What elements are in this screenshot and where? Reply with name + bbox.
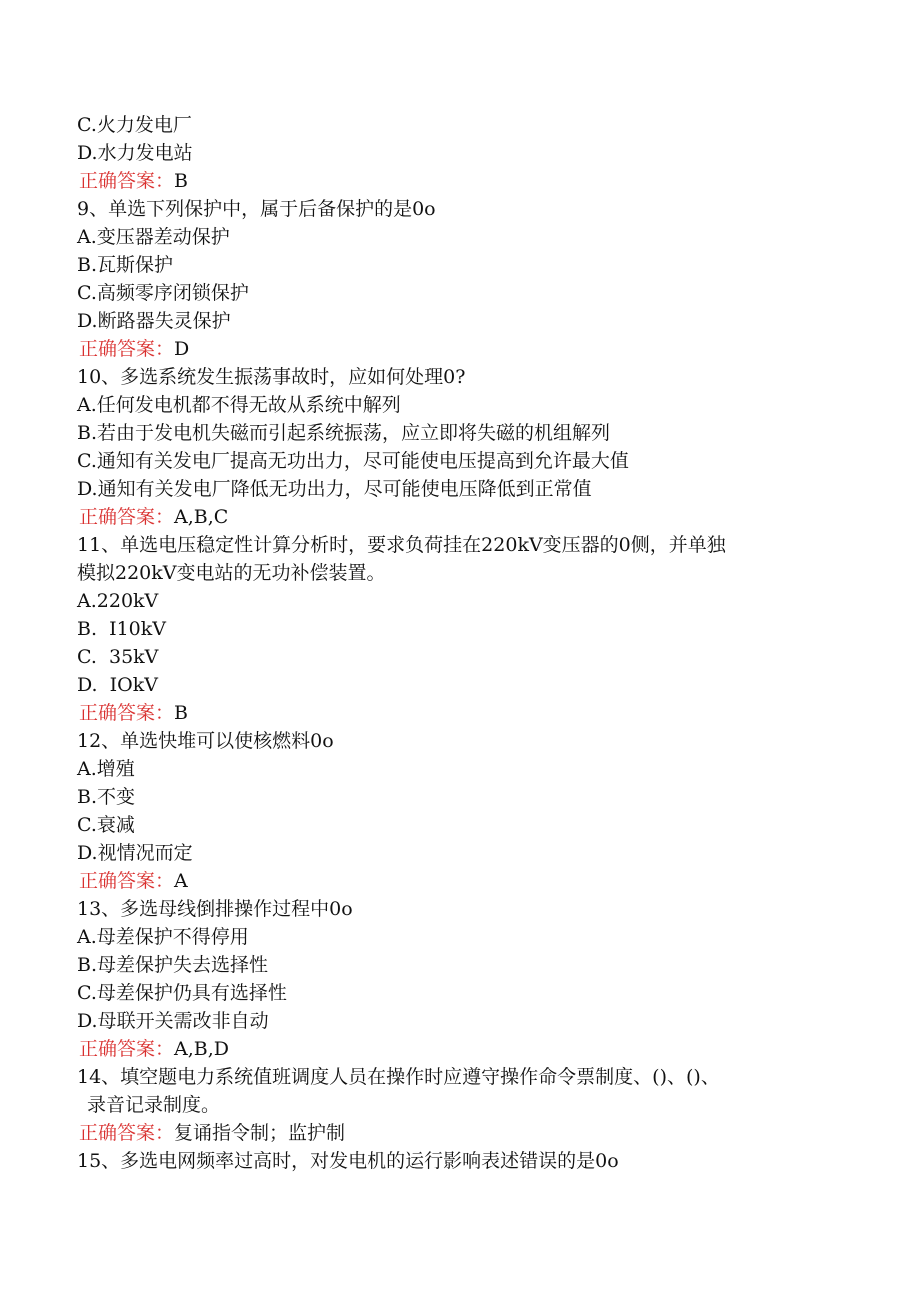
answer-q10: [77, 503, 837, 531]
option-d-q12: D.视情况而定: [77, 842, 193, 864]
option-a-q12: A.增殖: [77, 758, 135, 780]
question-stem-14: 14、填空题电力系统值班调度人员在操作时应遵守操作命令票制度、()、()、: [77, 1066, 720, 1088]
answer-value: A,B,C: [174, 506, 229, 528]
option-c-q8: C.火力发电厂: [77, 114, 192, 136]
option-c-q11: C. 35kV: [77, 646, 159, 668]
answer-value: A: [174, 870, 188, 892]
answer-q14: [77, 1119, 837, 1147]
answer-label: 正确答案：: [79, 170, 175, 192]
answer-value: D: [174, 338, 190, 360]
question-stem-14-cont: 录音记录制度。: [87, 1094, 221, 1116]
question-stem-12: 12、单选快堆可以使核燃料0o: [77, 730, 334, 752]
answer-q8: [77, 167, 837, 195]
answer-label: 正确答案：: [79, 870, 175, 892]
question-stem-15: 15、多选电网频率过高时，对发电机的运行影响表述错误的是0o: [77, 1150, 619, 1172]
option-a-q9: A.变压器差动保护: [77, 226, 230, 248]
document-body: [77, 111, 837, 1175]
answer-q12: [77, 867, 837, 895]
question-stem-10: 10、多选系统发生振荡事故时，应如何处理0?: [77, 366, 466, 388]
option-d-q11: D. IOkV: [77, 674, 158, 696]
option-c-q12: C.衰减: [77, 814, 135, 836]
option-b-q9: B.瓦斯保护: [77, 254, 174, 276]
option-b-q11: B. I10kV: [77, 618, 166, 640]
option-d-q8: D.水力发电站: [77, 142, 193, 164]
option-b-q12: B.不变: [77, 786, 136, 808]
answer-q11: [77, 699, 837, 727]
answer-value: B: [174, 702, 188, 724]
answer-value: 复诵指令制；监护制: [174, 1122, 346, 1144]
option-b-q10: B.若由于发电机失磁而引起系统振荡，应立即将失磁的机组解列: [77, 422, 611, 444]
answer-q9: [77, 335, 837, 363]
option-d-q9: D.断路器失灵保护: [77, 310, 231, 332]
answer-q13: [77, 1035, 837, 1063]
question-stem-11: 11、单选电压稳定性计算分析时，要求负荷挂在220kV变压器的0侧，并单独: [77, 534, 726, 556]
answer-label: 正确答案：: [79, 702, 175, 724]
answer-label: 正确答案：: [79, 1122, 175, 1144]
answer-label: 正确答案：: [79, 1038, 175, 1060]
question-stem-9: 9、单选下列保护中，属于后备保护的是0o: [77, 198, 436, 220]
answer-value: A,B,D: [174, 1038, 230, 1060]
answer-label: 正确答案：: [79, 338, 175, 360]
option-d-q13: D.母联开关需改非自动: [77, 1010, 269, 1032]
option-a-q11: A.220kV: [77, 590, 159, 612]
option-c-q9: C.高频零序闭锁保护: [77, 282, 249, 304]
option-c-q13: C.母差保护仍具有选择性: [77, 982, 287, 1004]
option-a-q13: A.母差保护不得停用: [77, 926, 249, 948]
option-c-q10: C.通知有关发电厂提高无功出力，尽可能使电压提高到允许最大值: [77, 450, 629, 472]
option-d-q10: D.通知有关发电厂降低无功出力，尽可能使电压降低到正常值: [77, 478, 592, 500]
option-a-q10: A.任何发电机都不得无故从系统中解列: [77, 394, 401, 416]
option-b-q13: B.母差保护失去选择性: [77, 954, 269, 976]
answer-value: B: [174, 170, 188, 192]
answer-label: 正确答案：: [79, 506, 175, 528]
question-stem-11-cont: 模拟220kV变电站的无功补偿装置。: [77, 562, 386, 584]
question-stem-13: 13、多选母线倒排操作过程中0o: [77, 898, 353, 920]
